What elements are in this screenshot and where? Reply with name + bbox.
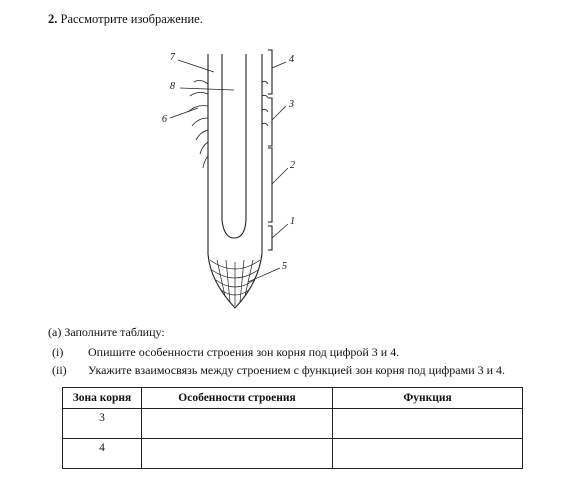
label-7: 7 — [170, 52, 175, 63]
label-8: 8 — [170, 81, 175, 92]
sub-question-ii-text: Укажите взаимосвязь между строением с функцией зон корня под цифрами 3 и 4. — [88, 363, 506, 377]
sub-question-ii — [52, 363, 505, 378]
question-title — [48, 12, 203, 27]
cell-zone: 4 — [63, 439, 142, 469]
label-5: 5 — [282, 261, 287, 272]
label-1: 1 — [290, 216, 295, 227]
central-cylinder — [222, 54, 246, 238]
zone-brackets — [268, 50, 272, 250]
table-header-row — [63, 388, 523, 409]
root-diagram — [150, 46, 310, 326]
label-4: 4 — [289, 54, 294, 65]
sub-question-i — [52, 345, 399, 360]
question-text: Рассмотрите изображение. — [60, 12, 203, 26]
answer-table — [62, 387, 523, 469]
label-2: 2 — [290, 160, 295, 171]
header-function: Функция — [333, 388, 523, 409]
label-6: 6 — [162, 114, 167, 125]
cell-zone: 3 — [63, 409, 142, 439]
cell-structure-input[interactable] — [142, 409, 333, 439]
cell-function-input[interactable] — [333, 409, 523, 439]
table-row — [63, 439, 523, 469]
part-a-instruction: (а) Заполните таблицу: — [48, 325, 165, 339]
label-3: 3 — [289, 99, 294, 110]
root-hairs — [188, 80, 268, 168]
table-row — [63, 409, 523, 439]
question-number: 2. — [48, 12, 58, 26]
header-root-zone: Зона корня — [63, 388, 142, 409]
sub-question-ii-number: (ii) — [52, 363, 67, 377]
leader-lines — [170, 60, 288, 282]
cell-function-input[interactable] — [333, 439, 523, 469]
header-structure: Особенности строения — [142, 388, 333, 409]
cell-structure-input[interactable] — [142, 439, 333, 469]
sub-question-i-number: (i) — [52, 345, 64, 359]
sub-question-i-text: Опишите особенности строения зон корня под цифрой 3 и 4. — [88, 345, 400, 359]
